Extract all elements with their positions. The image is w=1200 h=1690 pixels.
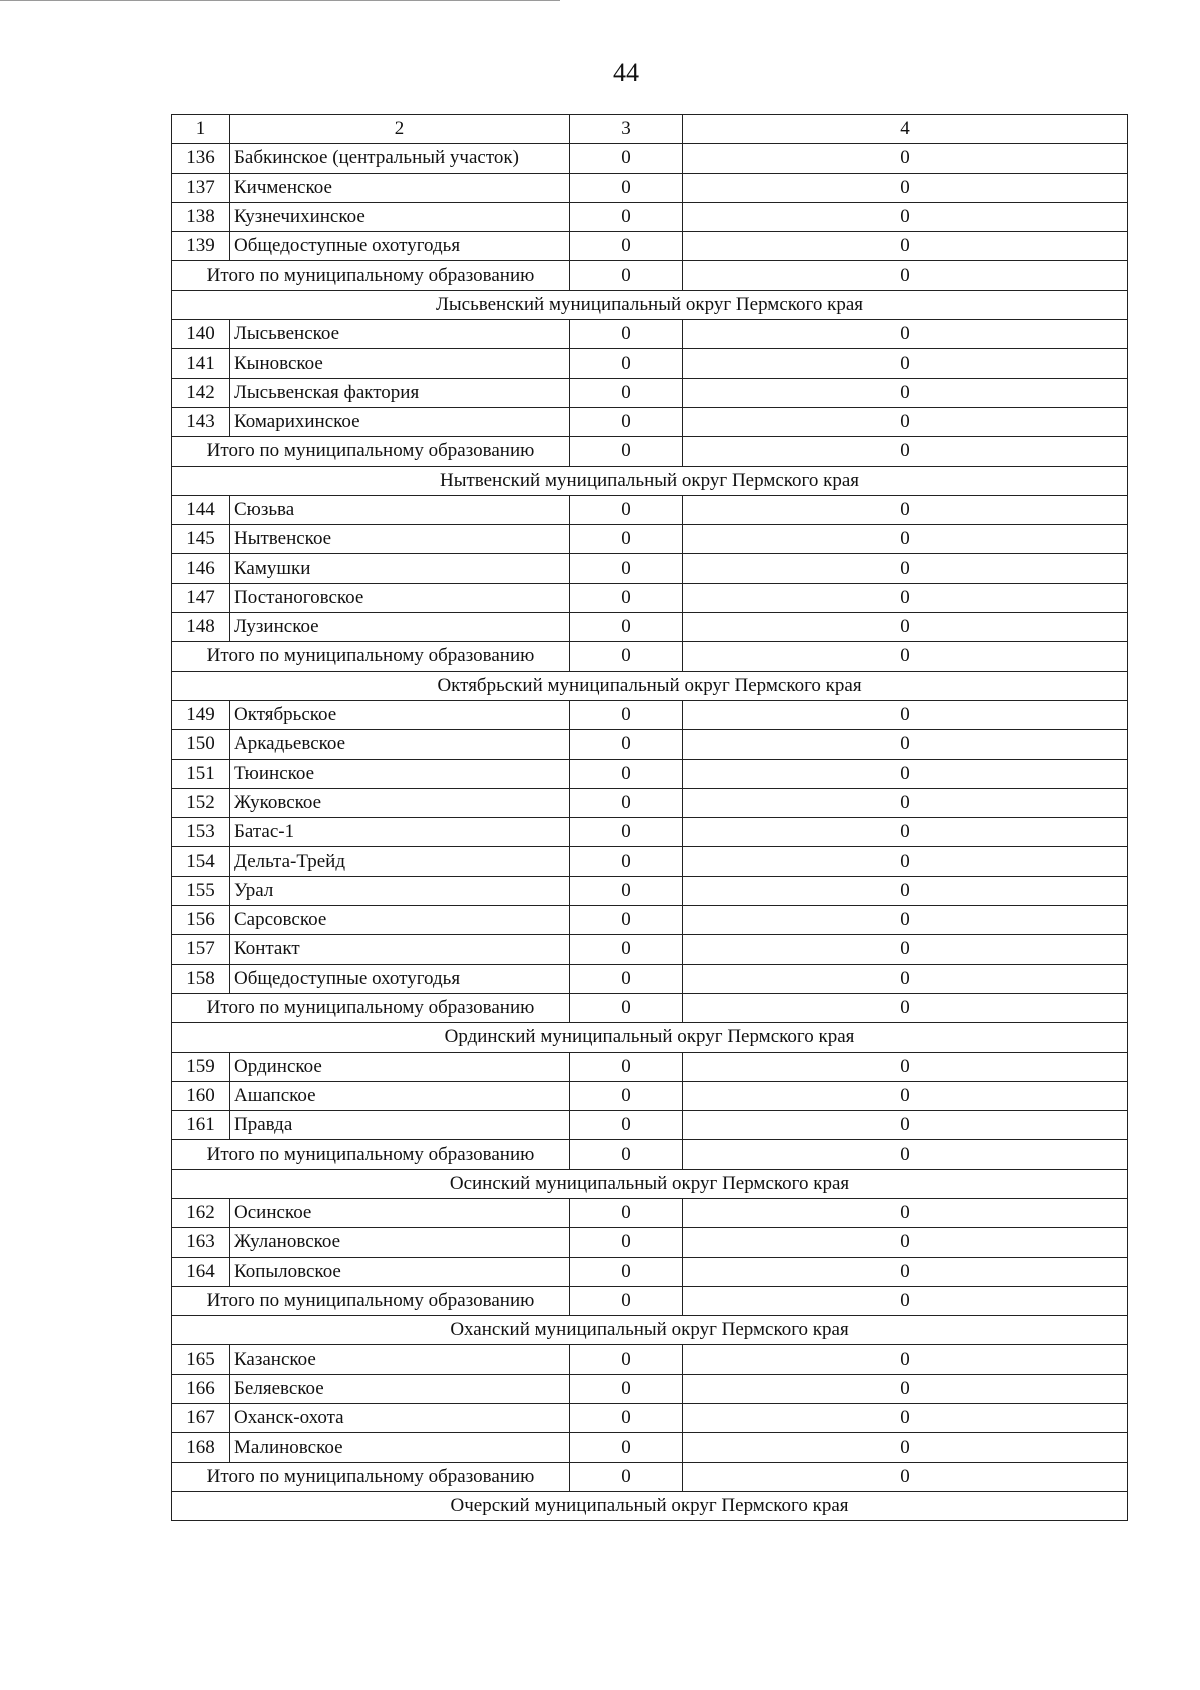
row-number: 166 xyxy=(172,1374,230,1403)
hunting-ground-name: Тюинское xyxy=(230,759,570,788)
column-4-value: 0 xyxy=(683,407,1128,436)
column-4-value: 0 xyxy=(683,144,1128,173)
subtotal-column-3-value: 0 xyxy=(570,993,683,1022)
table-row xyxy=(172,378,1128,407)
table-row xyxy=(172,1433,1128,1462)
municipal-district-title: Лысьвенский муниципальный округ Пермского края xyxy=(172,290,1128,319)
column-3-value: 0 xyxy=(570,1052,683,1081)
subtotal-label: Итого по муниципальному образованию xyxy=(172,261,570,290)
table-row xyxy=(172,173,1128,202)
table-row xyxy=(172,144,1128,173)
subtotal-column-4-value: 0 xyxy=(683,1140,1128,1169)
row-number: 143 xyxy=(172,407,230,436)
row-number: 141 xyxy=(172,349,230,378)
table-row xyxy=(172,1111,1128,1140)
hunting-ground-name: Лузинское xyxy=(230,613,570,642)
table-row xyxy=(172,525,1128,554)
row-number: 148 xyxy=(172,613,230,642)
scan-edge-line xyxy=(0,0,560,1)
column-3-value: 0 xyxy=(570,554,683,583)
table-row xyxy=(172,1081,1128,1110)
hunting-ground-name: Ашапское xyxy=(230,1081,570,1110)
row-number: 151 xyxy=(172,759,230,788)
subtotal-row xyxy=(172,993,1128,1022)
column-3-value: 0 xyxy=(570,583,683,612)
subtotal-label: Итого по муниципальному образованию xyxy=(172,1462,570,1491)
table-row xyxy=(172,495,1128,524)
row-number: 147 xyxy=(172,583,230,612)
column-4-value: 0 xyxy=(683,847,1128,876)
table-row xyxy=(172,1345,1128,1374)
subtotal-column-4-value: 0 xyxy=(683,993,1128,1022)
table-row xyxy=(172,847,1128,876)
column-3-value: 0 xyxy=(570,495,683,524)
page-number: 44 xyxy=(613,58,639,87)
column-3-value: 0 xyxy=(570,349,683,378)
subtotal-row xyxy=(172,1462,1128,1491)
column-4-value: 0 xyxy=(683,876,1128,905)
column-4-value: 0 xyxy=(683,495,1128,524)
column-3-value: 0 xyxy=(570,935,683,964)
column-4-value: 0 xyxy=(683,1228,1128,1257)
subtotal-row xyxy=(172,1286,1128,1315)
column-4-value: 0 xyxy=(683,759,1128,788)
column-header-3: 3 xyxy=(570,115,683,144)
column-3-value: 0 xyxy=(570,730,683,759)
subtotal-column-4-value: 0 xyxy=(683,1462,1128,1491)
subtotal-column-3-value: 0 xyxy=(570,1286,683,1315)
hunting-ground-name: Урал xyxy=(230,876,570,905)
table-row xyxy=(172,876,1128,905)
column-3-value: 0 xyxy=(570,964,683,993)
subtotal-label: Итого по муниципальному образованию xyxy=(172,993,570,1022)
hunting-ground-name: Бабкинское (центральный участок) xyxy=(230,144,570,173)
section-header-row xyxy=(172,1023,1128,1052)
column-3-value: 0 xyxy=(570,613,683,642)
hunting-ground-name: Кыновское xyxy=(230,349,570,378)
municipal-district-title: Нытвенский муниципальный округ Пермского края xyxy=(172,466,1128,495)
column-3-value: 0 xyxy=(570,407,683,436)
column-4-value: 0 xyxy=(683,583,1128,612)
table-row xyxy=(172,788,1128,817)
column-4-value: 0 xyxy=(683,1433,1128,1462)
table-row xyxy=(172,1052,1128,1081)
row-number: 159 xyxy=(172,1052,230,1081)
column-4-value: 0 xyxy=(683,202,1128,231)
column-3-value: 0 xyxy=(570,320,683,349)
column-3-value: 0 xyxy=(570,1111,683,1140)
column-4-value: 0 xyxy=(683,378,1128,407)
subtotal-row xyxy=(172,437,1128,466)
subtotal-column-3-value: 0 xyxy=(570,437,683,466)
hunting-ground-name: Ординское xyxy=(230,1052,570,1081)
column-4-value: 0 xyxy=(683,320,1128,349)
section-header-row xyxy=(172,466,1128,495)
column-4-value: 0 xyxy=(683,1374,1128,1403)
hunting-ground-name: Общедоступные охотугодья xyxy=(230,964,570,993)
row-number: 149 xyxy=(172,700,230,729)
column-3-value: 0 xyxy=(570,525,683,554)
column-3-value: 0 xyxy=(570,1345,683,1374)
column-4-value: 0 xyxy=(683,818,1128,847)
row-number: 136 xyxy=(172,144,230,173)
column-4-value: 0 xyxy=(683,232,1128,261)
hunting-ground-name: Нытвенское xyxy=(230,525,570,554)
municipal-district-title: Оханский муниципальный округ Пермского края xyxy=(172,1316,1128,1345)
table-row xyxy=(172,935,1128,964)
column-number-header-row xyxy=(172,115,1128,144)
column-3-value: 0 xyxy=(570,876,683,905)
row-number: 161 xyxy=(172,1111,230,1140)
row-number: 153 xyxy=(172,818,230,847)
hunting-ground-name: Батас-1 xyxy=(230,818,570,847)
row-number: 154 xyxy=(172,847,230,876)
column-4-value: 0 xyxy=(683,1257,1128,1286)
row-number: 142 xyxy=(172,378,230,407)
column-3-value: 0 xyxy=(570,759,683,788)
row-number: 137 xyxy=(172,173,230,202)
column-3-value: 0 xyxy=(570,1228,683,1257)
column-header-2: 2 xyxy=(230,115,570,144)
column-3-value: 0 xyxy=(570,847,683,876)
table-row xyxy=(172,1374,1128,1403)
column-4-value: 0 xyxy=(683,730,1128,759)
hunting-ground-name: Октябрьское xyxy=(230,700,570,729)
hunting-ground-name: Оханск-охота xyxy=(230,1404,570,1433)
table-row xyxy=(172,320,1128,349)
row-number: 167 xyxy=(172,1404,230,1433)
column-4-value: 0 xyxy=(683,613,1128,642)
column-4-value: 0 xyxy=(683,349,1128,378)
table-row xyxy=(172,1228,1128,1257)
row-number: 146 xyxy=(172,554,230,583)
municipal-district-title: Осинский муниципальный округ Пермского края xyxy=(172,1169,1128,1198)
table-row xyxy=(172,730,1128,759)
table-row xyxy=(172,964,1128,993)
column-4-value: 0 xyxy=(683,964,1128,993)
row-number: 163 xyxy=(172,1228,230,1257)
column-4-value: 0 xyxy=(683,173,1128,202)
subtotal-column-4-value: 0 xyxy=(683,1286,1128,1315)
column-4-value: 0 xyxy=(683,1081,1128,1110)
table-row xyxy=(172,613,1128,642)
column-4-value: 0 xyxy=(683,788,1128,817)
hunting-ground-name: Камушки xyxy=(230,554,570,583)
row-number: 164 xyxy=(172,1257,230,1286)
column-4-value: 0 xyxy=(683,1111,1128,1140)
hunting-ground-name: Кичменское xyxy=(230,173,570,202)
hunting-ground-name: Контакт xyxy=(230,935,570,964)
table-row xyxy=(172,554,1128,583)
row-number: 160 xyxy=(172,1081,230,1110)
row-number: 140 xyxy=(172,320,230,349)
table-row xyxy=(172,1257,1128,1286)
row-number: 138 xyxy=(172,202,230,231)
row-number: 157 xyxy=(172,935,230,964)
subtotal-column-4-value: 0 xyxy=(683,437,1128,466)
subtotal-column-3-value: 0 xyxy=(570,642,683,671)
column-3-value: 0 xyxy=(570,144,683,173)
hunting-ground-name: Копыловское xyxy=(230,1257,570,1286)
row-number: 162 xyxy=(172,1198,230,1227)
column-4-value: 0 xyxy=(683,935,1128,964)
subtotal-label: Итого по муниципальному образованию xyxy=(172,642,570,671)
row-number: 168 xyxy=(172,1433,230,1462)
row-number: 145 xyxy=(172,525,230,554)
table-row xyxy=(172,818,1128,847)
hunting-ground-name: Лысьвенское xyxy=(230,320,570,349)
column-4-value: 0 xyxy=(683,700,1128,729)
column-3-value: 0 xyxy=(570,700,683,729)
hunting-ground-name: Аркадьевское xyxy=(230,730,570,759)
hunting-ground-name: Сарсовское xyxy=(230,906,570,935)
row-number: 150 xyxy=(172,730,230,759)
table-row xyxy=(172,407,1128,436)
section-header-row xyxy=(172,1491,1128,1520)
hunting-ground-name: Комарихинское xyxy=(230,407,570,436)
hunting-ground-name: Лысьвенская фактория xyxy=(230,378,570,407)
subtotal-column-4-value: 0 xyxy=(683,642,1128,671)
column-3-value: 0 xyxy=(570,378,683,407)
section-header-row xyxy=(172,671,1128,700)
subtotal-column-3-value: 0 xyxy=(570,1462,683,1491)
table-row xyxy=(172,700,1128,729)
hunting-ground-name: Беляевское xyxy=(230,1374,570,1403)
section-header-row xyxy=(172,1169,1128,1198)
row-number: 155 xyxy=(172,876,230,905)
hunting-ground-name: Жулановское xyxy=(230,1228,570,1257)
column-3-value: 0 xyxy=(570,173,683,202)
table-body xyxy=(172,115,1128,1521)
table-row xyxy=(172,1198,1128,1227)
row-number: 165 xyxy=(172,1345,230,1374)
table-row xyxy=(172,349,1128,378)
hunting-grounds-table xyxy=(171,114,1128,1521)
hunting-ground-name: Малиновское xyxy=(230,1433,570,1462)
subtotal-label: Итого по муниципальному образованию xyxy=(172,1286,570,1315)
column-3-value: 0 xyxy=(570,788,683,817)
subtotal-label: Итого по муниципальному образованию xyxy=(172,437,570,466)
column-3-value: 0 xyxy=(570,1081,683,1110)
table-row xyxy=(172,1404,1128,1433)
column-header-1: 1 xyxy=(172,115,230,144)
row-number: 152 xyxy=(172,788,230,817)
subtotal-row xyxy=(172,642,1128,671)
table-row xyxy=(172,232,1128,261)
subtotal-label: Итого по муниципальному образованию xyxy=(172,1140,570,1169)
hunting-ground-name: Дельта-Трейд xyxy=(230,847,570,876)
subtotal-column-3-value: 0 xyxy=(570,1140,683,1169)
table-row xyxy=(172,759,1128,788)
column-3-value: 0 xyxy=(570,1257,683,1286)
column-4-value: 0 xyxy=(683,1198,1128,1227)
hunting-ground-name: Кузнечихинское xyxy=(230,202,570,231)
column-3-value: 0 xyxy=(570,1404,683,1433)
column-4-value: 0 xyxy=(683,1052,1128,1081)
row-number: 158 xyxy=(172,964,230,993)
subtotal-column-4-value: 0 xyxy=(683,261,1128,290)
column-3-value: 0 xyxy=(570,1433,683,1462)
table-row xyxy=(172,583,1128,612)
section-header-row xyxy=(172,290,1128,319)
column-3-value: 0 xyxy=(570,906,683,935)
table-row xyxy=(172,202,1128,231)
subtotal-row xyxy=(172,261,1128,290)
column-3-value: 0 xyxy=(570,818,683,847)
municipal-district-title: Октябрьский муниципальный округ Пермского края xyxy=(172,671,1128,700)
hunting-ground-name: Сюзьва xyxy=(230,495,570,524)
table-row xyxy=(172,906,1128,935)
section-header-row xyxy=(172,1316,1128,1345)
municipal-district-title: Ординский муниципальный округ Пермского края xyxy=(172,1023,1128,1052)
column-4-value: 0 xyxy=(683,525,1128,554)
column-3-value: 0 xyxy=(570,202,683,231)
municipal-district-title: Очерский муниципальный округ Пермского края xyxy=(172,1491,1128,1520)
hunting-ground-name: Правда xyxy=(230,1111,570,1140)
hunting-ground-name: Жуковское xyxy=(230,788,570,817)
hunting-ground-name: Казанское xyxy=(230,1345,570,1374)
hunting-ground-name: Постаноговское xyxy=(230,583,570,612)
subtotal-row xyxy=(172,1140,1128,1169)
column-header-4: 4 xyxy=(683,115,1128,144)
subtotal-column-3-value: 0 xyxy=(570,261,683,290)
row-number: 144 xyxy=(172,495,230,524)
column-3-value: 0 xyxy=(570,232,683,261)
row-number: 139 xyxy=(172,232,230,261)
row-number: 156 xyxy=(172,906,230,935)
column-4-value: 0 xyxy=(683,1345,1128,1374)
column-4-value: 0 xyxy=(683,554,1128,583)
column-4-value: 0 xyxy=(683,1404,1128,1433)
column-3-value: 0 xyxy=(570,1198,683,1227)
column-3-value: 0 xyxy=(570,1374,683,1403)
hunting-ground-name: Осинское xyxy=(230,1198,570,1227)
hunting-ground-name: Общедоступные охотугодья xyxy=(230,232,570,261)
column-4-value: 0 xyxy=(683,906,1128,935)
